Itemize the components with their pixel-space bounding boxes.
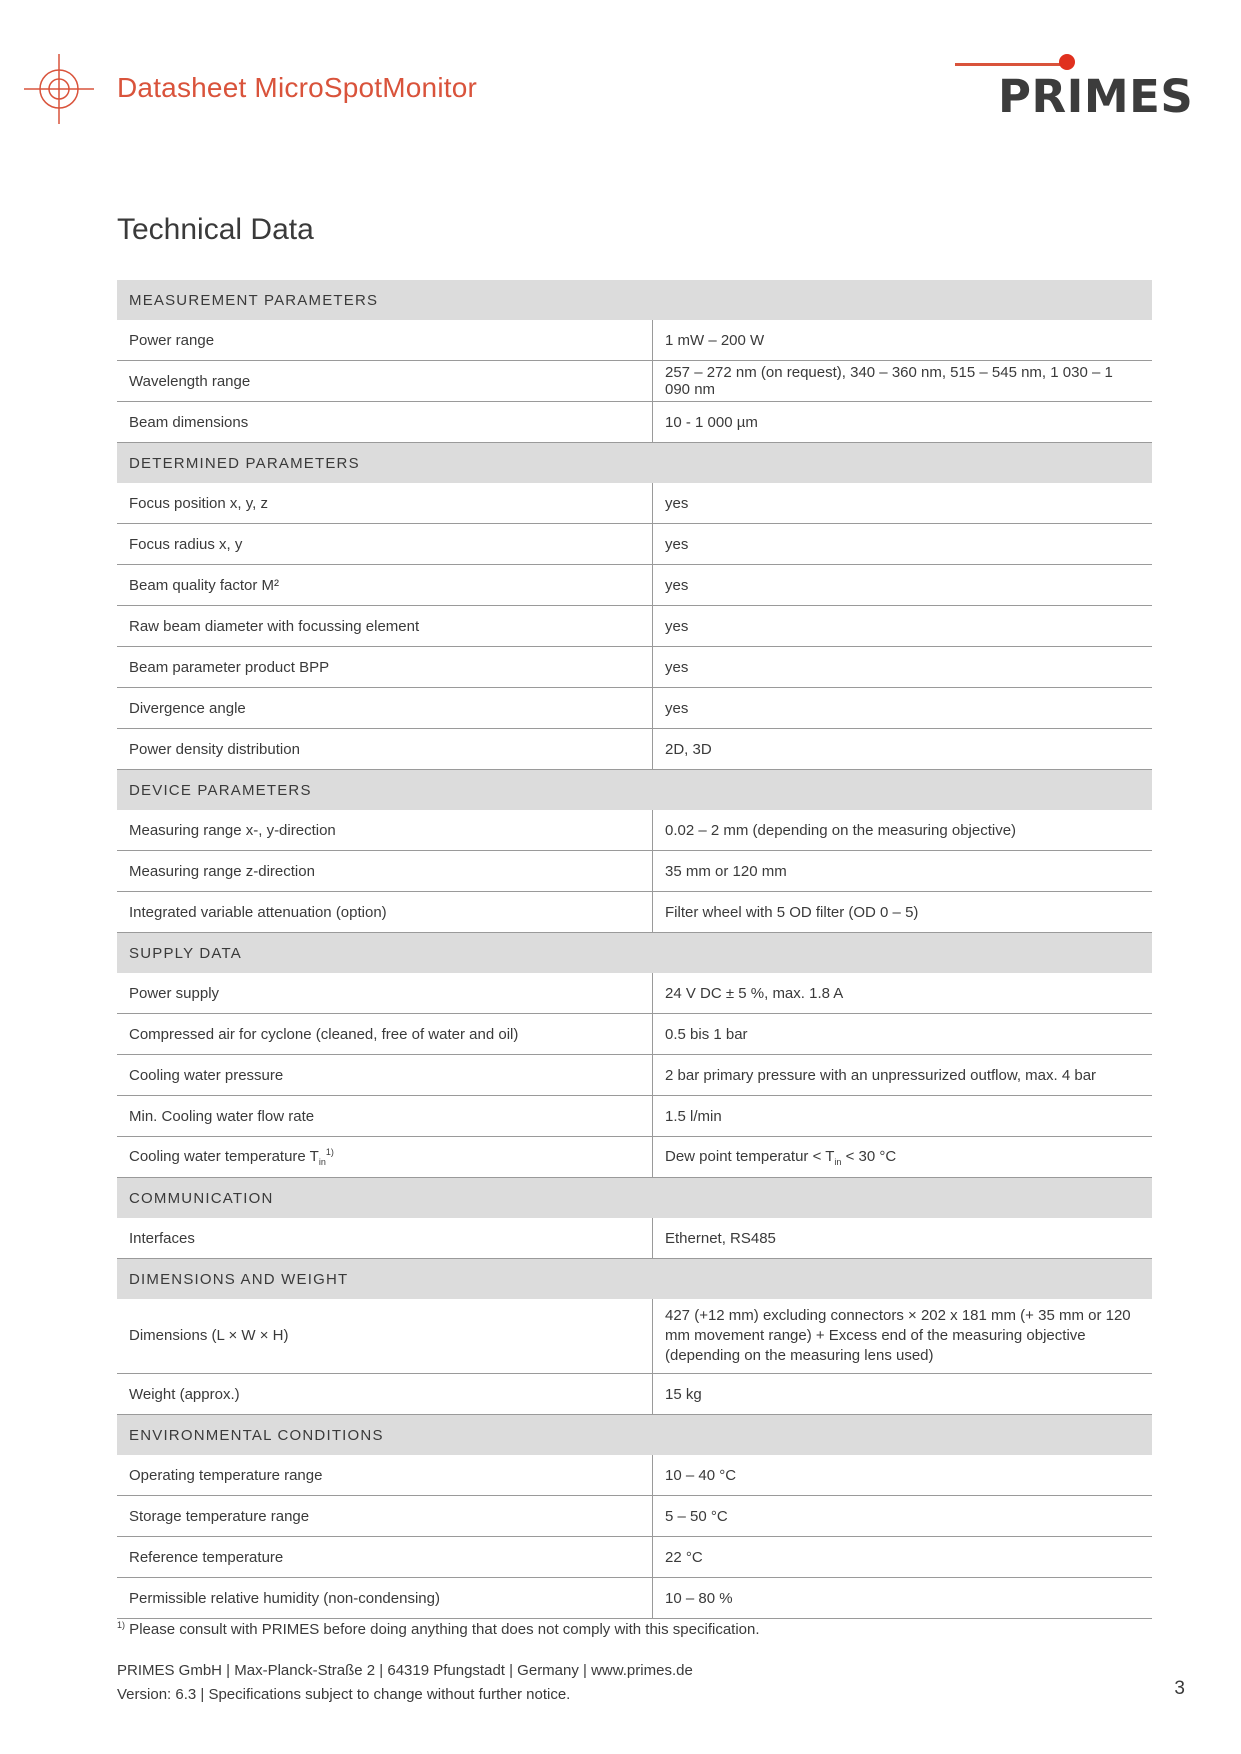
row-label: Beam parameter product BPP [117,647,653,688]
table-row [117,729,1152,770]
row-label: Power range [117,320,653,361]
value-suffix: < 30 °C [841,1147,897,1165]
row-label: Beam dimensions [117,402,653,443]
row-value: 22 °C [653,1537,1153,1578]
row-label: Focus position x, y, z [117,483,653,524]
row-value: 1.5 l/min [653,1096,1153,1137]
logo-text: PRIMES [998,70,1194,123]
table-row [117,320,1152,361]
table-group-header [117,933,1152,974]
row-label: Wavelength range [117,361,653,402]
table-row [117,1299,1152,1374]
row-value: 10 - 1 000 µm [653,402,1153,443]
row-value: 1 mW – 200 W [653,320,1153,361]
row-label: Measuring range z-direction [117,851,653,892]
table-row [117,1096,1152,1137]
row-label: Power density distribution [117,729,653,770]
table-row [117,688,1152,729]
row-value: 15 kg [653,1374,1153,1415]
group-title: COMMUNICATION [117,1178,1152,1219]
row-value: Filter wheel with 5 OD filter (OD 0 – 5) [653,892,1153,933]
row-label: Cooling water pressure [117,1055,653,1096]
group-title: DETERMINED PARAMETERS [117,443,1152,484]
value-subscript: in [834,1156,842,1167]
crosshair-icon [24,54,94,124]
table-row [117,810,1152,851]
table-row [117,606,1152,647]
row-label: Divergence angle [117,688,653,729]
table-row [117,1496,1152,1537]
label-prefix: Cooling water temperature T [129,1148,319,1165]
table-row [117,1055,1152,1096]
label-subscript: in [318,1157,326,1167]
row-label: Integrated variable attenuation (option) [117,892,653,933]
row-label: Min. Cooling water flow rate [117,1096,653,1137]
row-value: Ethernet, RS485 [653,1218,1153,1259]
table-row [117,851,1152,892]
table-row [117,1218,1152,1259]
row-value: 0.5 bis 1 bar [653,1014,1153,1055]
row-label: Power supply [117,973,653,1014]
table-group-header [117,1415,1152,1456]
logo-dot [1059,54,1075,70]
table-row [117,1374,1152,1415]
row-value: 5 – 50 °C [653,1496,1153,1537]
table-row [117,483,1152,524]
footer-address: PRIMES GmbH | Max-Planck-Straße 2 | 64319 Pfungstadt | Germany | www.primes.de [117,1662,693,1679]
table-group-header [117,770,1152,811]
table-row [117,402,1152,443]
row-value: 0.02 – 2 mm (depending on the measuring objective) [653,810,1153,851]
group-title: SUPPLY DATA [117,933,1152,974]
table-row [117,1455,1152,1496]
table-group-header [117,1259,1152,1300]
logo-line [955,63,1068,66]
technical-data-table [117,280,1152,1619]
row-label: Weight (approx.) [117,1374,653,1415]
row-label: Focus radius x, y [117,524,653,565]
table-row [117,361,1152,402]
row-value: yes [653,565,1153,606]
footer-version: Version: 6.3 | Specifications subject to change without further notice. [117,1686,571,1703]
primes-logo [955,54,1194,124]
row-value: yes [653,606,1153,647]
row-label: Measuring range x-, y-direction [117,810,653,851]
row-label: Reference temperature [117,1537,653,1578]
row-label: Compressed air for cyclone (cleaned, free of water and oil) [117,1014,653,1055]
footnote-ref: 1) [325,1147,334,1157]
row-value [653,1137,1153,1178]
group-title: DIMENSIONS AND WEIGHT [117,1259,1152,1300]
row-label: Dimensions (L × W × H) [117,1299,653,1374]
row-value: 2 bar primary pressure with an unpressurized outflow, max. 4 bar [653,1055,1153,1096]
row-value: yes [653,483,1153,524]
row-label [117,1137,653,1178]
table-row [117,1014,1152,1055]
row-label: Beam quality factor M² [117,565,653,606]
page-footer [117,1659,693,1707]
group-title: ENVIRONMENTAL CONDITIONS [117,1415,1152,1456]
page-number: 3 [1174,1678,1185,1699]
row-value: yes [653,647,1153,688]
value-prefix: Dew point temperatur < T [665,1147,835,1165]
row-label: Interfaces [117,1218,653,1259]
group-title: DEVICE PARAMETERS [117,770,1152,811]
table-group-header [117,280,1152,320]
document-title: Datasheet MicroSpotMonitor [117,72,478,103]
table-row [117,1137,1152,1178]
table-row [117,647,1152,688]
footnote-marker: 1) [117,1620,126,1630]
row-value: yes [653,524,1153,565]
row-label: Permissible relative humidity (non-condensing) [117,1578,653,1619]
row-value: 257 – 272 nm (on request), 340 – 360 nm, 515 – 545 nm, 1 030 – 1 090 nm [653,361,1153,402]
row-value: 24 V DC ± 5 %, max. 1.8 A [653,973,1153,1014]
row-value: 2D, 3D [653,729,1153,770]
table-row [117,524,1152,565]
table-row [117,1537,1152,1578]
row-label: Raw beam diameter with focussing element [117,606,653,647]
table-row [117,565,1152,606]
section-title: Technical Data [117,213,314,246]
table-row [117,1578,1152,1619]
row-value: 427 (+12 mm) excluding connectors × 202 x 181 mm (+ 35 mm or 120 mm movement range) + Excess end of the measuring objective (depending on the measuring lens used) [653,1299,1153,1374]
row-value: 35 mm or 120 mm [653,851,1153,892]
group-title: MEASUREMENT PARAMETERS [117,280,1152,320]
footnote-text: Please consult with PRIMES before doing anything that does not comply with this specification. [125,1621,760,1638]
table-row [117,973,1152,1014]
row-value: 10 – 80 % [653,1578,1153,1619]
table-row [117,892,1152,933]
row-label: Storage temperature range [117,1496,653,1537]
table-group-header [117,1178,1152,1219]
row-value: 10 – 40 °C [653,1455,1153,1496]
row-value: yes [653,688,1153,729]
table-group-header [117,443,1152,484]
footnote [117,1620,760,1638]
row-label: Operating temperature range [117,1455,653,1496]
